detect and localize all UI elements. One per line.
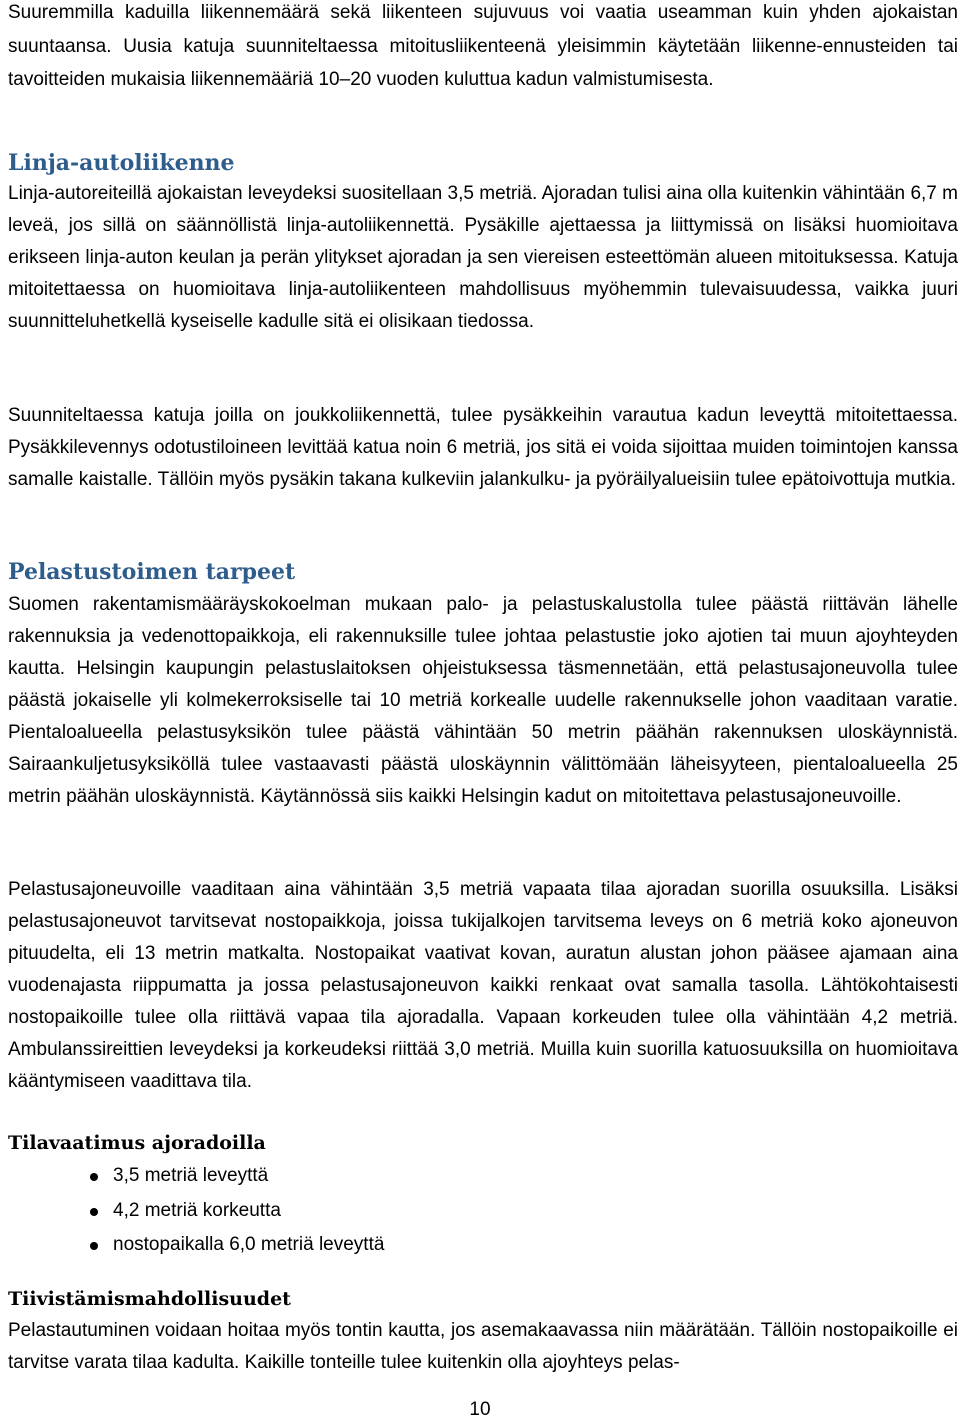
bus-paragraph-2: Suunniteltaessa katuja joilla on joukkoliikennettä, tulee pysäkkeihin varautua kadun leveyttä mitoitettaessa. Pysäkkilevennys odotustiloineen levittää katua noin 6 metriä, jos sitä ei voida sijoittaa muiden toimintojen kanssa samalle kaistalle. Tällöin myös pysäkin takana kulkeviin jalankulku- ja pyöräilyalueisiin tulee epätoivottuja mutkia.	[8, 405, 958, 490]
rescue-paragraph-2: Pelastusajoneuvoille vaaditaan aina vähintään 3,5 metriä vapaata tilaa ajoradan suorilla osuuksilla. Lisäksi pelastusajoneuvot tarvitsevat nostopaikkoja, joissa tukijalkojen tarvitsema leveys on 6 metriä koko ajoneuvon pituudelta, eli 13 metrin matkalta. Nostopaikat vaativat kovan, auratun alustan johon pääsee ajamaan aina vuodenajasta riippumatta ja jossa pelastusajoneuvon kaikki renkaat ovat samalla tasolla. Lähtökohtaisesti nostopaikoille tulee olla riittävä vapaa tila ajoradalla. Vapaan korkeuden tulee olla vähintään 4,2 metriä. Ambulanssireittien leveydeksi ja korkeudeksi riittää 3,0 metriä. Muilla kuin suorilla katuosuuksilla on huomioitava kääntymiseen vaadittava tila.	[8, 879, 958, 1092]
rescue-heading: Pelastustoimen tarpeet	[8, 559, 296, 585]
space-list-block	[8, 1159, 958, 1263]
list-item-text: 4,2 metriä korkeutta	[113, 1199, 281, 1221]
space-section	[8, 1131, 958, 1155]
compact-paragraph-block	[8, 1315, 958, 1379]
bus-heading: Linja-autoliikenne	[8, 150, 235, 176]
list-item	[8, 1228, 958, 1263]
bus-paragraph-1: Linja-autoreiteillä ajokaistan leveydeksi suositellaan 3,5 metriä. Ajoradan tulisi aina olla kuitenkin vähintään 6,7 m leveä, jos sillä on säännöllistä linja-autoliikennettä. Pysäkille ajettaessa ja liittymissä on lisäksi huomioitava erikseen linja-auton keulan ja perän ylitykset ajoradan ja sen viereisen esteettömän alueen mitoituksessa. Katuja mitoitettaessa on huomioitava linja-autoliikenteen mahdollisuus myöhemmin tulevaisuudessa, vaikka juuri suunnitteluhetkellä kyseiselle kadulle sitä ei olisikaan tiedossa.	[8, 183, 958, 332]
list-item	[8, 1159, 958, 1194]
bus-paragraph-1-block	[8, 178, 958, 338]
space-requirements-list	[8, 1159, 958, 1263]
intro-paragraph: Suuremmilla kaduilla liikennemäärä sekä liikenteen sujuvuus voi vaatia useamman kuin yhden ajokaistan suuntaansa. Uusia katuja suunniteltaessa mitoitusliikenteenä yleisimmin käytetään liikenne-ennusteiden tai tavoitteiden mukaisia liikennemääriä 10–20 vuoden kuluttua kadun valmistumisesta.	[8, 2, 958, 90]
bus-paragraph-2-block	[8, 400, 958, 496]
compact-paragraph-1: Pelastautuminen voidaan hoitaa myös tontin kautta, jos asemakaavassa niin määrätään. Tällöin nostopaikoille ei tarvitse varata tilaa kadulta. Kaikille tonteille tulee kuitenkin olla ajoyhteys pelas-	[8, 1320, 958, 1373]
list-item	[8, 1194, 958, 1229]
list-item-text: 3,5 metriä leveyttä	[113, 1165, 269, 1186]
intro-section	[8, 0, 958, 97]
bullet-icon	[90, 1173, 98, 1181]
compact-heading: Tiivistämismahdollisuudet	[8, 1288, 291, 1310]
page-number: 10	[469, 1399, 491, 1420]
list-item-text: nostopaikalla 6,0 metriä leveyttä	[113, 1234, 385, 1255]
rescue-paragraph-2-block	[8, 874, 958, 1098]
rescue-section	[8, 559, 958, 585]
space-heading: Tilavaatimus ajoradoilla	[8, 1132, 266, 1154]
rescue-paragraph-1: Suomen rakentamismääräyskokoelman mukaan palo- ja pelastuskalustolla tulee päästä riittävän lähelle rakennuksia ja vedenottopaikkoja, eli rakennuksille tulee johtaa pelastustie joko ajotien tai muun ajoyhteyden kautta. Helsingin kaupungin pelastuslaitoksen ohjeistuksessa täsmennetään, että pelastusajoneuvolla tulee päästä jokaiselle yli kolmekerroksiselle tai 10 metriä korkealle uudelle rakennukselle johon vaaditaan varatie. Pientaloalueella pelastusyksikön tulee päästä vähintään 50 metrin päähän rakennuksen uloskäynnistä. Sairaankuljetusyksiköllä tulee vastaavasti päästä uloskäynnin välittömään läheisyyteen, pientaloalueella 25 metrin päähän uloskäynnistä. Käytännössä siis kaikki Helsingin kadut on mitoitettava pelastusajoneuvoille.	[8, 594, 958, 807]
bullet-icon	[90, 1242, 98, 1250]
compact-section	[8, 1287, 958, 1311]
bullet-icon	[90, 1208, 98, 1216]
bus-section	[8, 150, 958, 176]
rescue-paragraph-1-block	[8, 589, 958, 813]
